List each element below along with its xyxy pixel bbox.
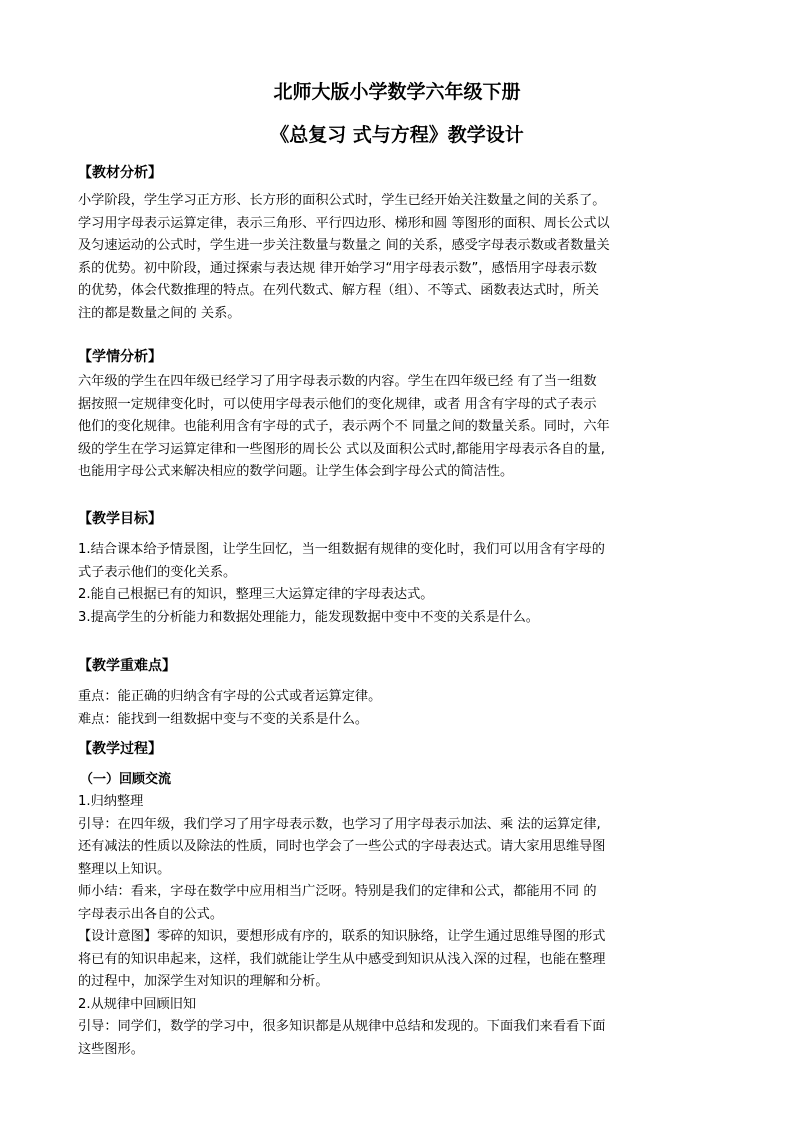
objectives-list: [78, 539, 723, 629]
textbook-analysis-paragraph: [78, 190, 723, 325]
objective-item: 2.能自己根据已有的知识，整理三大运算定律的字母表达式。: [78, 587, 434, 602]
paragraph-line: 据按照一定规律变化时，可以使用字母表示他们的变化规律，或者 用含有字母的式子表示: [78, 396, 597, 412]
paragraph-line: 小学阶段，学生学习正方形、长方形的面积公式时，学生已经开始关注数量之间的关系了。: [78, 193, 606, 208]
paragraph-line: 1.归纳整理: [78, 794, 144, 809]
document-title: 北师大版小学数学六年级下册: [273, 81, 521, 103]
paragraph-line: 的过程中，加深学生对知识的理解和分析。: [78, 974, 329, 989]
paragraph-line: 他们的变化规律。也能利用含有字母的式子，表示两个不 同量之间的数量关系。同时，六年: [78, 419, 610, 434]
paragraph-line: 学习用字母表示运算定律，表示三角形、平行四边形、梯形和圆 等图形的面积、周长公式以: [78, 215, 610, 231]
objective-item: 1.结合课本给予情景图，让学生回忆，当一组数据有规律的变化时，我们可以用含有字母的: [78, 542, 605, 557]
paragraph-line: 级的学生在学习运算定律和一些图形的周长公 式以及面积公式时,都能用字母表示各自的量,: [78, 441, 605, 457]
paragraph-line: 也能用字母公式来解决相应的数学问题。让学生体会到字母公式的简洁性。: [78, 464, 514, 479]
paragraph-line: 这些图形。: [78, 1041, 144, 1057]
section-heading-key-points: 【教学重难点】: [78, 658, 176, 674]
student-analysis-paragraph: [78, 371, 723, 484]
paragraph-line: 师小结：看来，字母在数学中应用相当广泛呀。特别是我们的定律和公式，都能用不同 的: [78, 884, 597, 899]
paragraph-line: 及匀速运动的公式时，学生进一步关注数量与数量之 间的关系，感受字母表示数或者数量关: [78, 238, 610, 253]
paragraph-line: 引导：同学们，数学的学习中，很多知识都是从规律中总结和发现的。下面我们来看看下面: [78, 1019, 606, 1034]
paragraph-line: 2.从规律中回顾旧知: [78, 996, 197, 1012]
section-heading-objectives: 【教学目标】: [78, 511, 162, 527]
objective-item: 式子表示他们的变化关系。: [78, 564, 237, 580]
paragraph-line: 的优势，体会代数推理的特点。在列代数式、解方程（组）、不等式、函数表达式时，所关: [78, 283, 599, 298]
paragraph-line: 系的优势。初中阶段，通过探索与表达规 律开始学习“用字母表示数”，感悟用字母表示数: [78, 260, 597, 276]
process-paragraph: [78, 791, 723, 1061]
document-subtitle: 《总复习 式与方程》教学设计: [270, 124, 524, 146]
section-heading-process: 【教学过程】: [78, 741, 162, 757]
paragraph-line: 将已有的知识串起来，这样，我们就能让学生从中感受到知识从浅入深的过程，也能在整理: [78, 951, 606, 967]
paragraph-line: 注的都是数量之间的 关系。: [78, 305, 241, 321]
section-heading-student-analysis: 【学情分析】: [78, 349, 162, 365]
paragraph-line: 还有减法的性质以及除法的性质，同时也学会了一些公式的字母表达式。请大家用思维导图: [78, 839, 606, 854]
paragraph-line: 六年级的学生在四年级已经学习了用字母表示数的内容。学生在四年级已经 有了当一组数: [78, 374, 597, 389]
paragraph-line: 字母表示出各自的公式。: [78, 906, 224, 922]
key-point-item: 重点：能正确的归纳含有字母的公式或者运算定律。: [78, 689, 382, 704]
process-subheading: （一）回顾交流: [80, 772, 172, 787]
key-point-item: 难点：能找到一组数据中变与不变的关系是什么。: [78, 711, 369, 727]
paragraph-line: 引导：在四年级，我们学习了用字母表示数，也学习了用字母表示加法、乘 法的运算定律,: [78, 816, 601, 832]
objective-item: 3.提高学生的分析能力和数据处理能力，能发现数据中变中不变的关系是什么。: [78, 609, 539, 625]
section-heading-textbook-analysis: 【教材分析】: [78, 165, 162, 181]
paragraph-line: 【设计意图】零碎的知识，要想形成有序的，联系的知识脉络，让学生通过思维导图的形式: [78, 929, 606, 944]
paragraph-line: 整理以上知识。: [78, 861, 171, 877]
key-points-list: [78, 686, 723, 731]
